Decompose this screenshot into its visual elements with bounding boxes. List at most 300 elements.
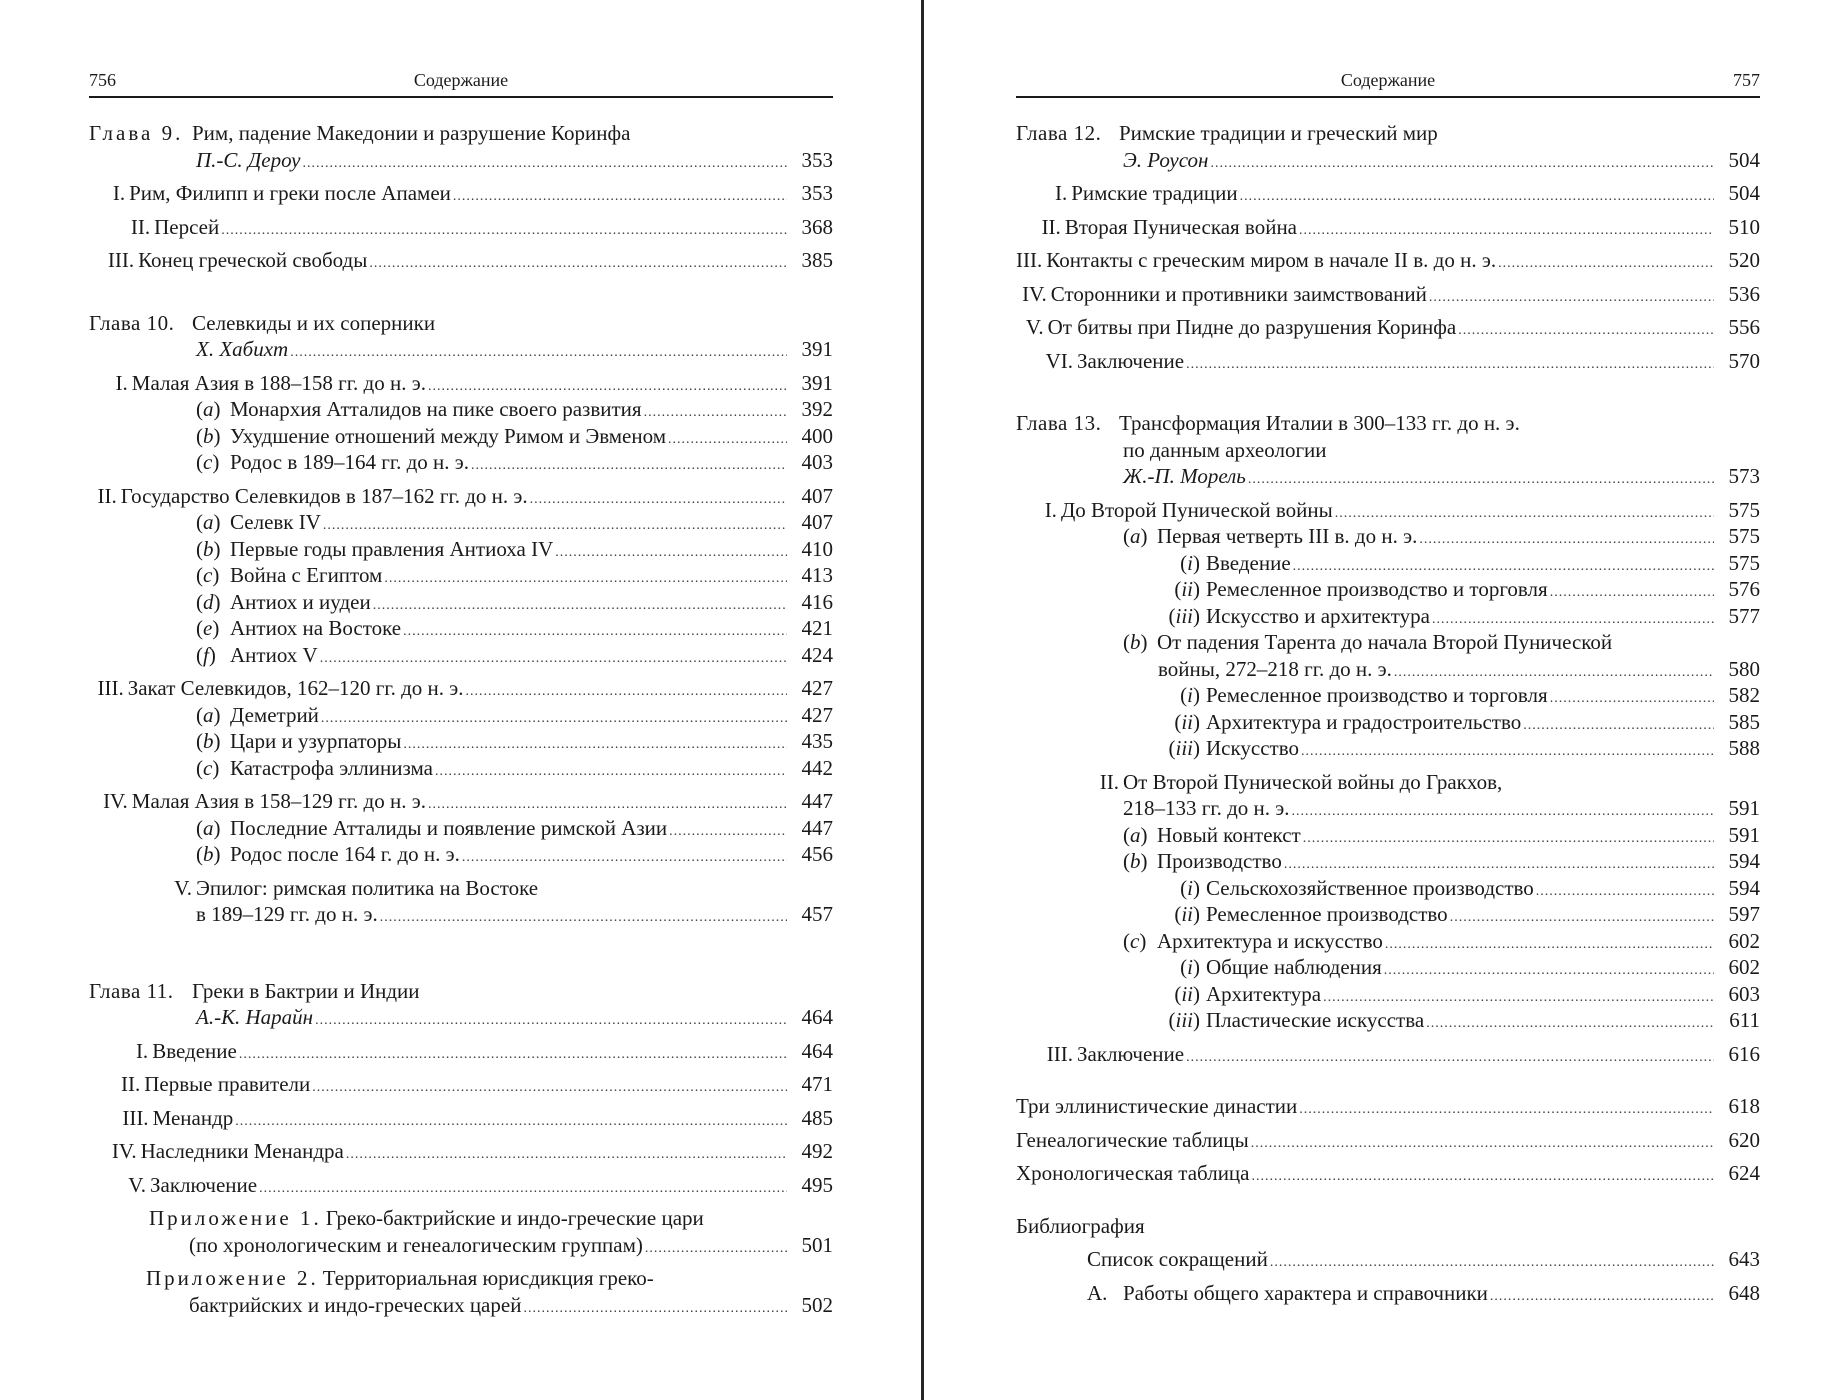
- subsubsection-mark: (iii): [1168, 1008, 1200, 1032]
- toc-section[interactable]: [1016, 314, 1760, 341]
- subsection-title: Селевк IV: [230, 510, 321, 534]
- back-matter-title: Генеалогические таблицы: [1016, 1127, 1249, 1152]
- leader-dots: [290, 340, 787, 367]
- page-ref: 424: [801, 642, 833, 667]
- header-rule: [89, 96, 833, 98]
- section-number: IV.: [103, 789, 128, 813]
- appendix-continuation[interactable]: [89, 1292, 833, 1319]
- subsubsection-title: Ремесленное производство: [1206, 902, 1448, 926]
- section-number: II.: [1099, 769, 1119, 794]
- page-ref: 501: [801, 1232, 833, 1257]
- toc-subsubsection[interactable]: [1016, 875, 1760, 902]
- toc-section[interactable]: [89, 875, 833, 902]
- chapter-heading[interactable]: [89, 310, 833, 337]
- toc-section[interactable]: [89, 788, 833, 815]
- subsubsection-mark: (i): [1180, 875, 1200, 900]
- toc-subsubsection[interactable]: [1016, 954, 1760, 981]
- chapter-title: Греки в Бактрии и Индии: [192, 978, 420, 1003]
- toc-section[interactable]: [89, 180, 833, 207]
- chapter-heading[interactable]: [89, 978, 833, 1005]
- subsubsection-mark: (iii): [1168, 736, 1200, 760]
- page-ref: 427: [801, 676, 833, 700]
- toc-section[interactable]: [89, 370, 833, 397]
- page-ref: 504: [1728, 147, 1760, 172]
- subsubsection-title: Искусство: [1206, 736, 1299, 760]
- leader-dots: [259, 1176, 787, 1203]
- chapter-author: Э. Роусон: [1123, 147, 1209, 172]
- toc-subsubsection[interactable]: [1016, 735, 1760, 762]
- leader-dots: [1210, 151, 1714, 178]
- leader-dots: [312, 1075, 787, 1102]
- page-ref: 391: [801, 337, 833, 361]
- toc-section[interactable]: [1016, 497, 1760, 524]
- chapter-label: Глава 9.: [89, 121, 184, 145]
- section-number: V.: [174, 875, 192, 900]
- section-title: От Второй Пунической войны до Гракхов,: [1123, 769, 1503, 794]
- appendix-title: Территориальная юрисдикция греко-: [322, 1266, 654, 1290]
- page-ref: 368: [801, 214, 833, 239]
- toc-section[interactable]: [89, 675, 833, 702]
- toc-subsection[interactable]: [1016, 928, 1760, 955]
- toc-section[interactable]: [1016, 214, 1760, 241]
- leader-dots: [435, 759, 787, 786]
- section-number: IV.: [111, 1139, 137, 1163]
- toc-subsection[interactable]: [89, 423, 833, 450]
- subsubsection-title: Искусство и архитектура: [1206, 603, 1430, 628]
- leader-dots: [315, 1008, 787, 1035]
- page-ref: 471: [801, 1072, 833, 1096]
- page-ref: 407: [801, 510, 833, 534]
- subsubsection-mark: (ii): [1174, 902, 1200, 926]
- chapter-author: Ж.-П. Морель: [1123, 464, 1246, 488]
- page-ref: 442: [801, 755, 833, 780]
- section-title: Контакты с греческим миром в начале II в. до н. э.: [1046, 248, 1497, 272]
- chapter-author-line[interactable]: [89, 147, 833, 174]
- toc-subsubsection[interactable]: [1016, 901, 1760, 928]
- toc-right: [1016, 120, 1760, 1306]
- page-ref: 392: [801, 397, 833, 421]
- page-ref: 556: [1728, 315, 1760, 339]
- toc-subsection[interactable]: [89, 815, 833, 842]
- chapter-title-continuation[interactable]: [1016, 437, 1760, 464]
- page-ref: 585: [1728, 709, 1760, 734]
- subsection-mark: (f): [196, 642, 216, 667]
- page-ref: 485: [801, 1105, 833, 1130]
- page-ref: 464: [801, 1005, 833, 1029]
- page-ref: 353: [801, 181, 833, 205]
- subsection-title: Деметрий: [230, 702, 319, 727]
- page-ref: 403: [801, 450, 833, 474]
- toc-subsection[interactable]: [89, 509, 833, 536]
- section-number: III.: [97, 676, 124, 700]
- leader-dots: [1299, 218, 1714, 245]
- book-gutter-divider: [921, 0, 924, 1400]
- toc-subsubsection[interactable]: [1016, 981, 1760, 1008]
- section-number: I.: [1054, 181, 1068, 205]
- toc-section[interactable]: [89, 1071, 833, 1098]
- toc-subsubsection[interactable]: [1016, 709, 1760, 736]
- chapter-author-line[interactable]: [1016, 147, 1760, 174]
- page-ref: 391: [801, 370, 833, 395]
- appendix-heading[interactable]: [89, 1265, 833, 1292]
- page-ref: 385: [801, 248, 833, 272]
- page-ref: 413: [801, 563, 833, 587]
- page-ref: 594: [1728, 875, 1760, 900]
- page-ref: 464: [801, 1038, 833, 1063]
- toc-section-continuation[interactable]: [1016, 795, 1760, 822]
- subsection-mark: (c): [196, 563, 220, 587]
- leader-dots: [471, 453, 787, 480]
- page-ref: 447: [801, 815, 833, 840]
- section-title: До Второй Пунической войны: [1060, 497, 1333, 522]
- page-ref: 643: [1728, 1247, 1760, 1271]
- subsubsection-mark: (i): [1180, 550, 1200, 575]
- chapter-title: Римские традиции и греческий мир: [1119, 121, 1438, 145]
- subsubsection-title: Сельскохозяйственное производство: [1206, 875, 1534, 900]
- section-title: Малая Азия в 158–129 гг. до н. э.: [131, 789, 426, 813]
- section-title: Первые правители: [144, 1072, 311, 1096]
- page-ref: 575: [1728, 497, 1760, 522]
- leader-dots: [1429, 285, 1714, 312]
- toc-section[interactable]: [89, 214, 833, 241]
- running-title: Содержание: [1340, 70, 1436, 90]
- page-ref: 616: [1728, 1041, 1760, 1066]
- chapter-label: Глава 13.: [1016, 411, 1102, 435]
- toc-subsection[interactable]: [89, 755, 833, 782]
- toc-section[interactable]: [89, 1172, 833, 1199]
- subsection-mark: (c): [1123, 928, 1147, 953]
- leader-dots: [1186, 1045, 1714, 1072]
- toc-section[interactable]: [1016, 247, 1760, 274]
- leader-dots: [221, 218, 787, 245]
- section-title: Введение: [152, 1038, 237, 1063]
- running-head: [1016, 68, 1760, 92]
- subsection-title: Производство: [1157, 849, 1282, 873]
- running-head: [89, 68, 833, 92]
- subsubsection-title: Введение: [1206, 550, 1291, 575]
- chapter-author: П.-С. Дероу: [196, 147, 301, 172]
- appendix-heading[interactable]: [89, 1205, 833, 1232]
- subsubsection-mark: (ii): [1174, 709, 1200, 734]
- subsection-mark: (a): [1123, 822, 1148, 847]
- section-number: IV.: [1022, 281, 1047, 306]
- leader-dots: [320, 646, 787, 673]
- toc-subsection[interactable]: [89, 562, 833, 589]
- section-number: V.: [1025, 315, 1044, 339]
- subsubsection-title: Архитектура и градостроительство: [1206, 709, 1522, 734]
- section-title: Государство Селевкидов в 187–162 гг. до н. э.: [120, 483, 528, 508]
- subsection-title: Последние Атталиды и появление римской Азии: [230, 815, 668, 840]
- subsection-title: Монархия Атталидов на пике своего развития: [230, 397, 642, 421]
- bibliography-item-title: Работы общего характера и справочники: [1123, 1280, 1488, 1305]
- page-ref: 502: [801, 1292, 833, 1317]
- chapter-heading[interactable]: [1016, 410, 1760, 437]
- bibliography-heading[interactable]: [1016, 1213, 1760, 1240]
- back-matter-title: Хронологическая таблица: [1016, 1161, 1250, 1185]
- section-number: II.: [1041, 214, 1061, 239]
- appendix-title-cont: бактрийских и индо-греческих царей: [189, 1292, 522, 1317]
- chapter-label: Глава 12.: [1016, 121, 1102, 145]
- subsection-title: Антиох и иудеи: [230, 589, 371, 614]
- bibliography-item[interactable]: [1016, 1280, 1760, 1307]
- subsection-title-cont: войны, 272–218 гг. до н. э.: [1158, 656, 1392, 681]
- page-ref: 620: [1728, 1127, 1760, 1152]
- section-number: II.: [130, 214, 151, 239]
- subsection-title: Первая четверть III в. до н. э.: [1157, 524, 1418, 548]
- section-title: Конец греческой свободы: [138, 248, 368, 272]
- page-ref: 591: [1728, 822, 1760, 847]
- page-ref: 611: [1729, 1008, 1760, 1032]
- section-title: Заключение: [1077, 348, 1185, 373]
- back-matter-item[interactable]: [1016, 1160, 1760, 1187]
- page-number: 757: [1733, 70, 1760, 90]
- page-ref: 456: [801, 842, 833, 866]
- chapter-heading[interactable]: [89, 120, 833, 147]
- toc-section[interactable]: [89, 247, 833, 274]
- back-matter-item[interactable]: [1016, 1093, 1760, 1120]
- page-ref: 427: [801, 702, 833, 727]
- leader-dots: [523, 1296, 787, 1323]
- toc-subsubsection[interactable]: [1016, 1007, 1760, 1034]
- toc-subsection[interactable]: [89, 589, 833, 616]
- section-number: III.: [1016, 248, 1043, 272]
- subsection-mark: (a): [196, 702, 221, 727]
- page-ref: 575: [1728, 524, 1760, 548]
- section-title: Персей: [154, 214, 220, 239]
- page-ref: 410: [801, 536, 833, 561]
- toc-section[interactable]: [89, 483, 833, 510]
- appendix-label: Приложение 2.: [146, 1266, 319, 1290]
- leader-dots: [239, 1042, 787, 1069]
- page-ref: 457: [801, 902, 833, 926]
- toc-subsection-continuation[interactable]: [1016, 656, 1760, 683]
- leader-dots: [1426, 1011, 1714, 1038]
- subsubsection-title: Пластические искусства: [1206, 1008, 1425, 1032]
- back-matter-title: Три эллинистические династии: [1016, 1094, 1298, 1118]
- section-title: Рим, Филипп и греки после Апамеи: [129, 181, 451, 205]
- toc-subsection[interactable]: [89, 702, 833, 729]
- page-ref: 573: [1728, 464, 1760, 488]
- toc-section[interactable]: [1016, 769, 1760, 796]
- subsection-title: Новый контекст: [1157, 822, 1301, 847]
- chapter-author-line[interactable]: [89, 1004, 833, 1031]
- leader-dots: [1251, 1131, 1714, 1158]
- toc-subsection[interactable]: [89, 615, 833, 642]
- toc-section-continuation[interactable]: [89, 901, 833, 928]
- chapter-title: Трансформация Италии в 300–133 гг. до н. э.: [1119, 411, 1520, 435]
- section-number: I.: [1044, 497, 1057, 522]
- leader-dots: [1252, 1164, 1715, 1191]
- subsubsection-mark: (i): [1180, 955, 1200, 979]
- page-ref: 510: [1728, 214, 1760, 239]
- page-ref: 582: [1728, 683, 1760, 707]
- page-ref: 536: [1728, 281, 1760, 306]
- toc-section[interactable]: [1016, 281, 1760, 308]
- page-ref: 624: [1728, 1161, 1760, 1185]
- page-ref: 577: [1728, 603, 1760, 628]
- bibliography-title: Библиография: [1016, 1213, 1145, 1238]
- toc-subsection[interactable]: [1016, 629, 1760, 656]
- toc-subsubsection[interactable]: [1016, 603, 1760, 630]
- back-matter-item[interactable]: [1016, 1127, 1760, 1154]
- toc-subsubsection[interactable]: [1016, 682, 1760, 709]
- toc-subsubsection[interactable]: [1016, 550, 1760, 577]
- page-ref: 407: [801, 483, 833, 508]
- leader-dots: [1498, 251, 1714, 278]
- section-number: V.: [128, 1172, 146, 1197]
- subsection-title: Родос после 164 г. до н. э.: [230, 842, 460, 866]
- subsection-mark: (a): [196, 815, 221, 840]
- section-number: III.: [1046, 1041, 1073, 1066]
- leader-dots: [346, 1142, 787, 1169]
- leader-dots: [1301, 739, 1714, 766]
- chapter-label: Глава 11.: [89, 978, 174, 1003]
- leader-dots: [1248, 467, 1714, 494]
- page-ref: 504: [1728, 181, 1760, 205]
- toc-subsection[interactable]: [89, 642, 833, 669]
- subsection-mark: (b): [1123, 849, 1148, 873]
- chapter-heading[interactable]: [1016, 120, 1760, 147]
- section-number: I.: [115, 370, 128, 395]
- toc-subsubsection[interactable]: [1016, 576, 1760, 603]
- section-title: Сторонники и противники заимствований: [1050, 281, 1427, 306]
- subsubsection-title: Общие наблюдения: [1206, 955, 1382, 979]
- subsection-title: Антиох V: [230, 642, 318, 667]
- page-number: 756: [89, 70, 116, 90]
- page-ref: 648: [1728, 1280, 1760, 1305]
- subsubsection-title: Ремесленное производство и торговля: [1206, 577, 1548, 601]
- leader-dots: [645, 1236, 787, 1263]
- toc-section[interactable]: [1016, 180, 1760, 207]
- page-ref: 597: [1728, 902, 1760, 926]
- section-number: I.: [112, 181, 126, 205]
- page-ref: 588: [1728, 736, 1760, 760]
- toc-subsection[interactable]: [89, 536, 833, 563]
- section-title: Заключение: [1077, 1041, 1185, 1066]
- chapter-author-line[interactable]: [89, 336, 833, 363]
- chapter-title: Рим, падение Македонии и разрушение Коринфа: [192, 121, 631, 145]
- section-title: Заключение: [150, 1172, 258, 1197]
- subsubsection-mark: (i): [1180, 683, 1200, 707]
- subsection-mark: (c): [196, 755, 220, 780]
- toc-subsection[interactable]: [89, 728, 833, 755]
- section-number: I.: [135, 1038, 149, 1063]
- section-title: Наследники Менандра: [140, 1139, 344, 1163]
- toc-subsection[interactable]: [1016, 822, 1760, 849]
- subsection-mark: (a): [196, 510, 221, 534]
- leader-dots: [1270, 1250, 1714, 1277]
- section-title: От битвы при Пидне до разрушения Коринфа: [1047, 315, 1457, 339]
- page-ref: 520: [1728, 248, 1760, 272]
- page-ref: 400: [801, 423, 833, 448]
- page-ref: 495: [801, 1172, 833, 1197]
- header-rule: [1016, 96, 1760, 98]
- chapter-author: Х. Хабихт: [196, 337, 289, 361]
- section-title-cont: в 189–129 гг. до н. э.: [196, 902, 378, 926]
- appendix-continuation[interactable]: [89, 1232, 833, 1259]
- page-ref: 416: [801, 589, 833, 614]
- page-ref: 591: [1728, 796, 1760, 820]
- bibliography-item[interactable]: [1016, 1246, 1760, 1273]
- running-title: Содержание: [413, 70, 509, 90]
- section-number: II.: [121, 1072, 141, 1096]
- leader-dots: [235, 1109, 787, 1136]
- chapter-author-line[interactable]: [1016, 463, 1760, 490]
- page-ref: 594: [1728, 849, 1760, 873]
- toc-section[interactable]: [89, 1038, 833, 1065]
- toc-section[interactable]: [1016, 1041, 1760, 1068]
- section-title: Эпилог: римская политика на Востоке: [196, 875, 539, 900]
- section-title: Малая Азия в 188–158 гг. до н. э.: [131, 370, 426, 395]
- toc-section[interactable]: [1016, 348, 1760, 375]
- leader-dots: [1186, 352, 1714, 379]
- toc-subsection[interactable]: [89, 841, 833, 868]
- toc-subsection[interactable]: [1016, 848, 1760, 875]
- page-ref: 618: [1728, 1094, 1760, 1118]
- section-number: III.: [107, 248, 135, 272]
- leader-dots: [1240, 184, 1714, 211]
- page-ref: 421: [801, 616, 833, 640]
- subsection-mark: (b): [196, 423, 221, 448]
- page-ref: 602: [1728, 928, 1760, 953]
- toc-left: [89, 120, 833, 1318]
- appendix-title-cont: (по хронологическим и генеалогическим группам): [189, 1232, 643, 1257]
- leader-dots: [303, 151, 788, 178]
- section-title-cont: 218–133 гг. до н. э.: [1123, 796, 1290, 820]
- leader-dots: [453, 184, 787, 211]
- page-ref: 447: [801, 789, 833, 813]
- page-ref: 602: [1728, 955, 1760, 979]
- toc-section[interactable]: [89, 1138, 833, 1165]
- subsubsection-mark: (ii): [1174, 981, 1200, 1006]
- bibliography-item-title: Список сокращений: [1087, 1247, 1268, 1271]
- page-ref: 603: [1728, 981, 1760, 1006]
- leader-dots: [369, 251, 787, 278]
- leader-dots: [1490, 1284, 1714, 1311]
- toc-section[interactable]: [89, 1105, 833, 1132]
- page-ref: 580: [1728, 656, 1760, 681]
- page-ref: 575: [1728, 550, 1760, 575]
- toc-subsection[interactable]: [89, 396, 833, 423]
- toc-subsection[interactable]: [89, 449, 833, 476]
- chapter-title-cont: по данным археологии: [1123, 437, 1327, 462]
- subsection-mark: (b): [1123, 630, 1148, 654]
- subsection-title: Цари и узурпаторы: [230, 729, 402, 753]
- subsection-title: Война с Египтом: [230, 563, 383, 587]
- chapter-author: А.-К. Нарайн: [196, 1005, 314, 1029]
- appendix-label: Приложение 1.: [149, 1206, 322, 1230]
- section-title: Римские традиции: [1071, 181, 1238, 205]
- subsection-mark: (a): [1123, 524, 1148, 548]
- section-number: VI.: [1045, 348, 1073, 373]
- chapter-label: Глава 10.: [89, 310, 175, 335]
- subsubsection-mark: (ii): [1174, 577, 1200, 601]
- page-ref: 353: [801, 147, 833, 172]
- leader-dots: [380, 905, 787, 932]
- subsection-title: Антиох на Востоке: [230, 616, 402, 640]
- subsection-mark: (e): [196, 616, 220, 640]
- subsubsection-title: Архитектура: [1206, 981, 1322, 1006]
- page-ref: 435: [801, 729, 833, 753]
- subsection-title: Ухудшение отношений между Римом и Эвменом: [230, 423, 667, 448]
- chapter-title: Селевкиды и их соперники: [192, 310, 436, 335]
- subsubsection-title: Ремесленное производство и торговля: [1206, 683, 1548, 707]
- toc-subsection[interactable]: [1016, 523, 1760, 550]
- page-ref: 570: [1728, 348, 1760, 373]
- subsection-mark: (d): [196, 589, 221, 614]
- subsection-title: Архитектура и искусство: [1157, 928, 1383, 953]
- subsection-title: Родос в 189–164 гг. до н. э.: [230, 450, 470, 474]
